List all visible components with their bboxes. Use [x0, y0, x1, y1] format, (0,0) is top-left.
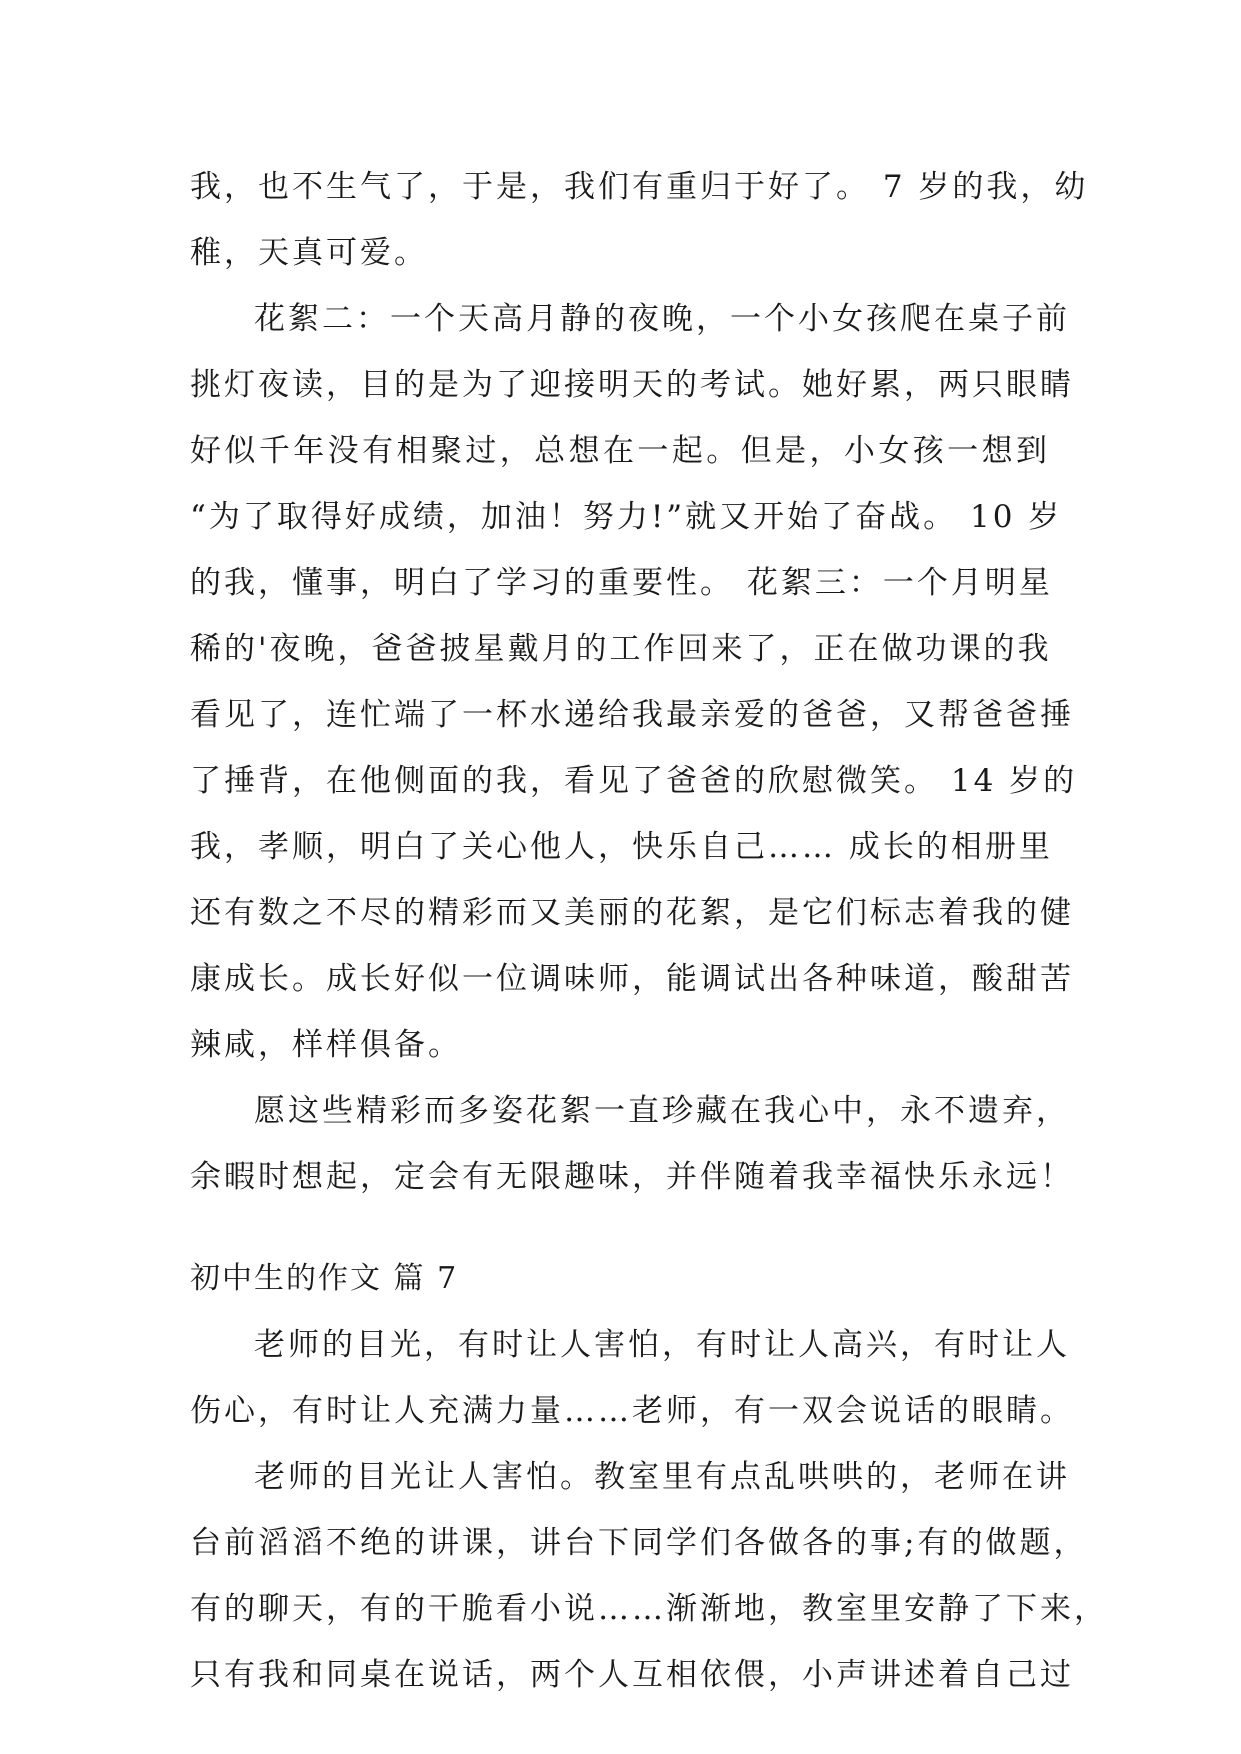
text-line: 稀的'夜晚，爸爸披星戴月的工作回来了，正在做功课的我 [190, 631, 1052, 667]
paragraph-teacher-scary [190, 1444, 1108, 1708]
text-line: 我，也不生气了，于是，我们有重归于好了。 7 岁的我，幼 [190, 169, 1089, 205]
text-line: 愿这些精彩而多姿花絮一直珍藏在我心中，永不遗弃， [254, 1093, 1070, 1129]
paragraph-teacher-gaze [190, 1312, 1074, 1444]
text-line: 只有我和同桌在说话，两个人互相依偎，小声讲述着自己过 [190, 1657, 1074, 1693]
paragraph-ending [190, 154, 1089, 286]
text-line: 稚，天真可爱。 [190, 235, 428, 271]
text-line: 老师的目光，有时让人害怕，有时让人高兴，有时让人 [254, 1327, 1070, 1363]
text-line: 我，孝顺，明白了关心他人，快乐自己…… 成长的相册里 [190, 829, 1053, 865]
text-line: 的我，懂事，明白了学习的重要性。 花絮三：一个月明星 [190, 565, 1053, 601]
text-line: 伤心，有时让人充满力量……老师，有一双会说话的眼睛。 [190, 1393, 1074, 1429]
text-line: 台前滔滔不绝的讲课，讲台下同学们各做各的事;有的做题， [190, 1525, 1088, 1561]
text-line: 了捶背，在他侧面的我，看见了爸爸的欣慰微笑。 14 岁的 [190, 763, 1078, 799]
text-line: 还有数之不尽的精彩而又美丽的花絮，是它们标志着我的健 [190, 895, 1074, 931]
text-line: 好似千年没有相聚过，总想在一起。但是，小女孩一想到 [190, 433, 1050, 469]
text-line: “为了取得好成绩，加油！努力!”就又开始了奋战。 10 岁 [190, 499, 1063, 535]
text-line: 花絮二：一个天高月静的夜晚，一个小女孩爬在桌子前 [254, 301, 1070, 337]
text-line: 余暇时想起，定会有无限趣味，并伴随着我幸福快乐永远！ [190, 1159, 1074, 1195]
paragraph-closing [190, 1078, 1074, 1210]
text-line: 老师的目光让人害怕。教室里有点乱哄哄的，老师在讲 [254, 1459, 1070, 1495]
text-line: 辣咸，样样俱备。 [190, 1027, 462, 1063]
essay-heading: 初中生的作文 篇 7 [190, 1261, 459, 1296]
paragraph-huaxu-2 [190, 286, 1078, 1078]
text-line: 看见了，连忙端了一杯水递给我最亲爱的爸爸，又帮爸爸捶 [190, 697, 1074, 733]
text-line: 有的聊天，有的干脆看小说……渐渐地，教室里安静了下来， [190, 1591, 1108, 1627]
text-line: 康成长。成长好似一位调味师，能调试出各种味道，酸甜苦 [190, 961, 1074, 997]
text-line: 挑灯夜读，目的是为了迎接明天的考试。她好累，两只眼睛 [190, 367, 1074, 403]
